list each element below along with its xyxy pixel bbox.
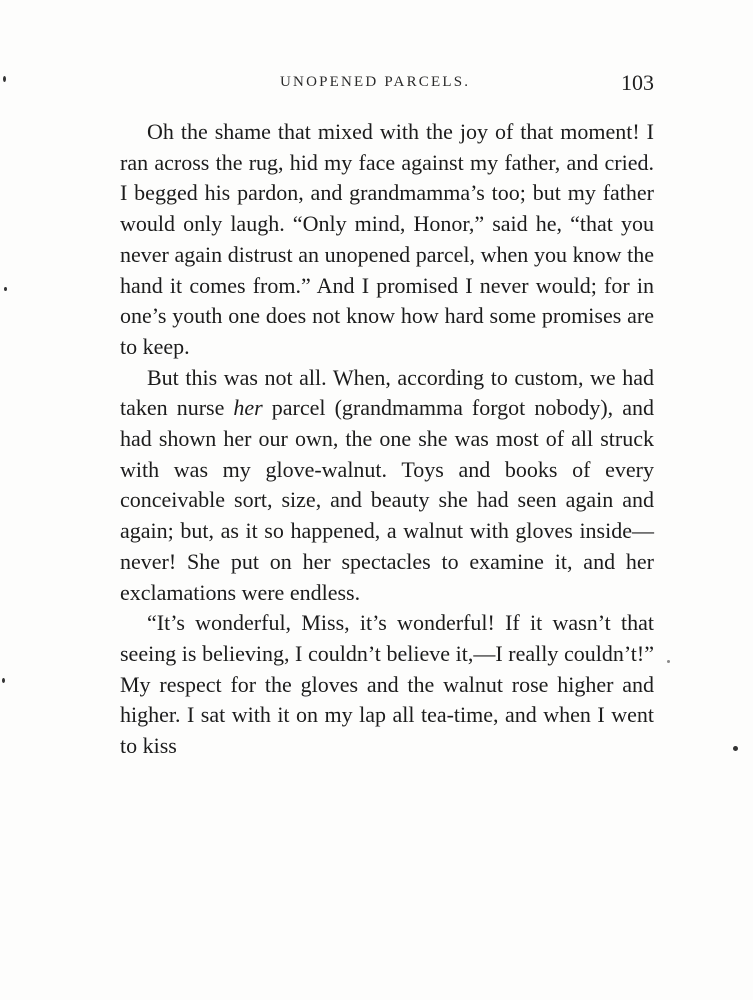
margin-speck-left-middle: [4, 287, 7, 291]
page-header: [120, 70, 654, 100]
margin-speck-left-top: [3, 76, 6, 82]
paragraph-2-emphasis: her: [233, 395, 263, 421]
margin-speck-left-lower: [2, 678, 5, 683]
margin-speck-right: [733, 746, 738, 751]
body-text: [120, 117, 654, 762]
page-speck-right: [667, 660, 670, 663]
paragraph-1: Oh the shame that mixed with the joy of that moment! I ran across the rug, hid my face against my father, and cried. I begged his pardon, and grandmamma’s too; but my father would only laugh. “Only mind, Honor,” said he, “that you never again distrust an unopened parcel, when you know the hand it comes from.” And I promised I never would; for in one’s youth one does not know how hard some promises are to keep.: [120, 119, 654, 359]
paragraph-2-after: parcel (grandmamma forgot nobody), and had shown her our own, the one she was most of all struck with was my glove-walnut. Toys and books of every conceivable sort, size, and beauty she had seen again and again; but, as it so happened, a walnut with gloves inside—never! She put on her spectacles to examine it, and her exclamations were endless.: [120, 395, 654, 605]
paragraph-2-before: But this was not all. When, according to custom, we had taken nurse: [120, 364, 654, 421]
paragraph-2: [120, 363, 654, 609]
page-number: 103: [621, 70, 654, 95]
running-head: UNOPENED PARCELS.: [280, 74, 471, 90]
paragraph-3: “It’s wonderful, Miss, it’s wonderful! If it wasn’t that seeing is believing, I couldn’t believe it,—I really couldn’t!” My respect for the gloves and the walnut rose higher and higher. I sat with it on my lap all tea-time, and when I went to kiss: [120, 610, 654, 759]
